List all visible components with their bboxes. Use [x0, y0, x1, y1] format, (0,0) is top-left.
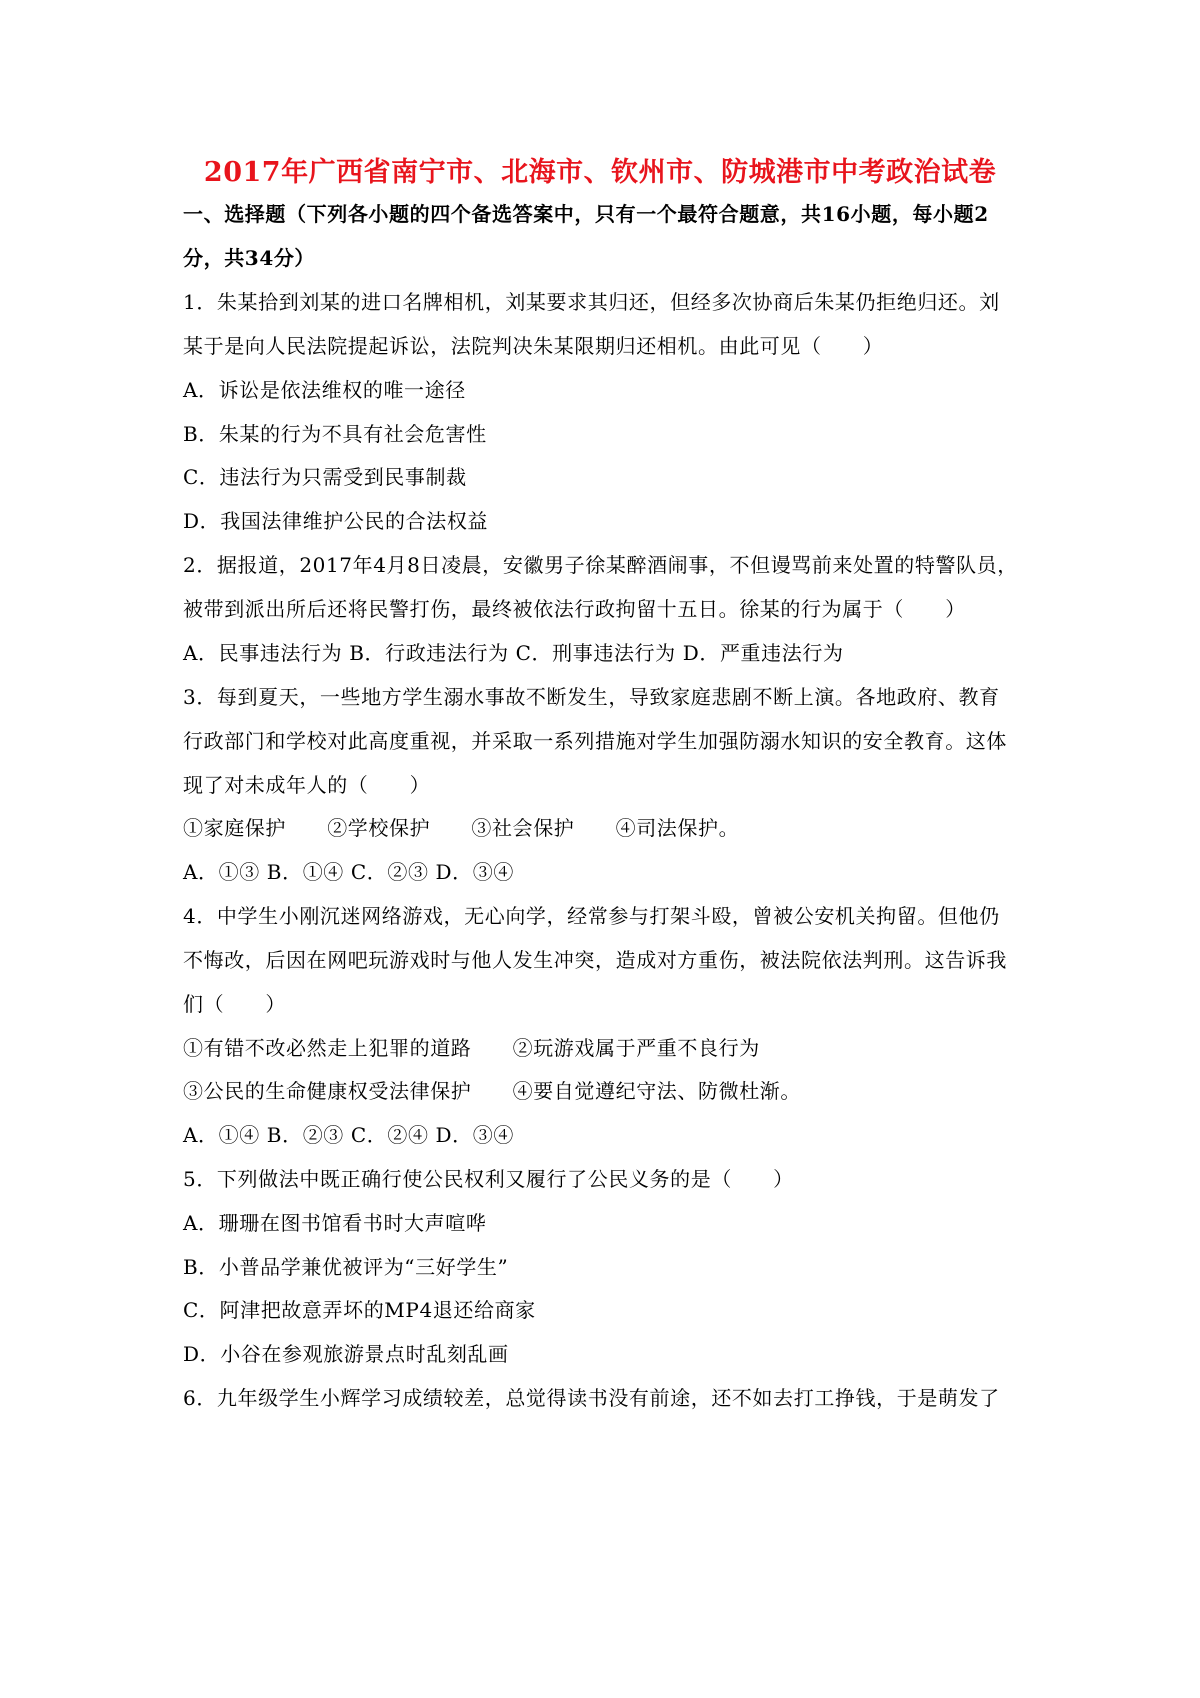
q6-stem-line-1: 6．九年级学生小辉学习成绩较差，总觉得读书没有前途，还不如去打工挣钱，于是萌发了: [183, 1386, 1000, 1410]
q5-option-b: B．小普品学兼优被评为“三好学生”: [183, 1255, 509, 1279]
q4-stem-line-3: 们（ ）: [183, 992, 286, 1016]
q4-stem-line-1: 4．中学生小刚沉迷网络游戏，无心向学，经常参与打架斗殴，曾被公安机关拘留。但他仍: [183, 904, 1000, 928]
q4-stem-line-2: 不悔改，后因在网吧玩游戏时与他人发生冲突，造成对方重伤，被法院依法判刑。这告诉我: [183, 948, 1007, 972]
q2-stem-line-1: 2．据报道，2017年4月8日凌晨，安徽男子徐某醉酒闹事，不但谩骂前来处置的特警队员，: [183, 553, 1018, 577]
q3-stem-line-1: 3．每到夏天，一些地方学生溺水事故不断发生，导致家庭悲剧不断上演。各地政府、教育: [183, 685, 1000, 709]
q5-stem: 5．下列做法中既正确行使公民权利又履行了公民义务的是（ ）: [183, 1167, 794, 1191]
q4-items-line-2: ③公民的生命健康权受法律保护 ④要自觉遵纪守法、防微杜渐。: [183, 1079, 801, 1103]
q1-option-a: A．诉讼是依法维权的唯一途径: [183, 378, 466, 402]
q2-stem-line-2: 被带到派出所后还将民警打伤，最终被依法行政拘留十五日。徐某的行为属于（ ）: [183, 597, 966, 621]
q1-stem-line-1: 1．朱某拾到刘某的进口名牌相机，刘某要求其归还，但经多次协商后朱某仍拒绝归还。刘: [183, 290, 1000, 314]
section-heading-line-1: 一、选择题（下列各小题的四个备选答案中，只有一个最符合题意，共16小题，每小题2: [183, 202, 989, 226]
q1-option-d: D．我国法律维护公民的合法权益: [183, 509, 489, 533]
q4-items-line-1: ①有错不改必然走上犯罪的道路 ②玩游戏属于严重不良行为: [183, 1036, 760, 1060]
q3-items: ①家庭保护 ②学校保护 ③社会保护 ④司法保护。: [183, 816, 740, 840]
exam-title: 2017年广西省南宁市、北海市、钦州市、防城港市中考政治试卷: [203, 157, 997, 188]
q5-option-c: C．阿津把故意弄坏的MP4退还给商家: [183, 1298, 536, 1322]
q3-stem-line-2: 行政部门和学校对此高度重视，并采取一系列措施对学生加强防溺水知识的安全教育。这体: [183, 729, 1007, 753]
q1-option-b: B．朱某的行为不具有社会危害性: [183, 422, 487, 446]
q5-option-a: A．珊珊在图书馆看书时大声喧哗: [183, 1211, 487, 1235]
q5-option-d: D．小谷在参观旅游景点时乱刻乱画: [183, 1342, 509, 1366]
q4-options: A．①④ B．②③ C．②④ D．③④: [183, 1123, 514, 1147]
q2-options: A．民事违法行为 B．行政违法行为 C．刑事违法行为 D．严重违法行为: [183, 641, 844, 665]
q1-option-c: C．违法行为只需受到民事制裁: [183, 465, 467, 489]
q3-options: A．①③ B．①④ C．②③ D．③④: [183, 860, 514, 884]
q3-stem-line-3: 现了对未成年人的（ ）: [183, 773, 431, 797]
section-heading-line-2: 分，共34分）: [183, 246, 316, 270]
q1-stem-line-2: 某于是向人民法院提起诉讼，法院判决朱某限期归还相机。由此可见（ ）: [183, 334, 884, 358]
